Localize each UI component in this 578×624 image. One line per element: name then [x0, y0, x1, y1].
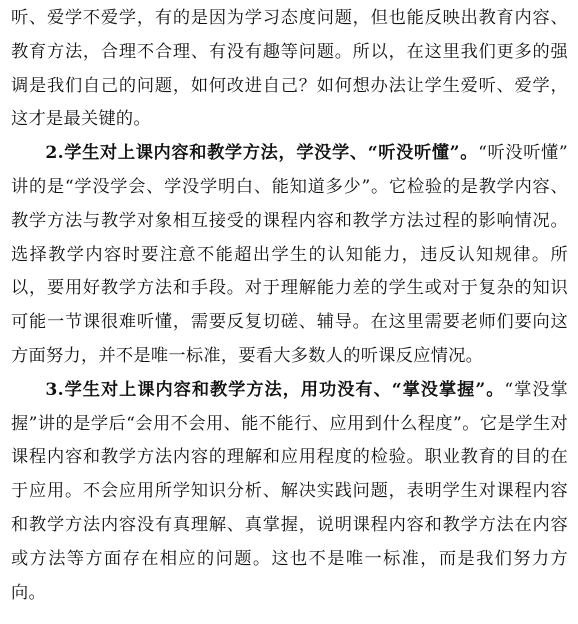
paragraph-1-body: 听、爱学不爱学，有的是因为学习态度问题，但也能反映出教育内容、教育方法，合理不合理、有没有趣等问题。所以，在这里我们更多的强调是我们自己的问题，如何改进自己？如何想办法让学生爱听、爱学，这才是最关键的。 [11, 8, 568, 130]
paragraph-3-body: “掌没掌握”讲的是学后“会用不会用、能不能行、应用到什么程度”。它是学生对课程内容和教学方法内容的理解和应用程度的检验。职业教育的目的在于应用。不会应用所学知识分析、解决实践问题，表明学生对课程内容和教学方法内容没有真理解、真掌握，说明课程内容和教学方法在内容或方法等方面存在相应的问题。这也不是唯一标准，而是我们努力方向。 [11, 379, 568, 603]
paragraph-2-body: “听没听懂” 讲的是“学没学会、学没学明白、能知道多少”。它检验的是教学内容、教学方法与教学对象相互接受的课程内容和教学方法过程的影响情况。选择教学内容时要注意不能超出学生的认知能力，违反认知规律。所以，要用好教学方法和手段。对于理解能力差的学生或对于复杂的知识可能一节课很难听懂，需要反复切磋、辅导。在这里需要老师们要向这方面努力，并不是唯一标准，要看大多数人的听课反应情况。 [11, 143, 568, 366]
paragraph-1 [11, 2, 568, 137]
paragraph-3 [11, 374, 568, 611]
paragraph-2-heading: 2.学生对上课内容和教学方法，学没学、“听没听懂”。 [45, 143, 479, 164]
paragraph-2 [11, 137, 568, 374]
paragraph-3-heading: 3.学生对上课内容和教学方法，用功没有、“掌没掌握”。 [45, 379, 505, 400]
